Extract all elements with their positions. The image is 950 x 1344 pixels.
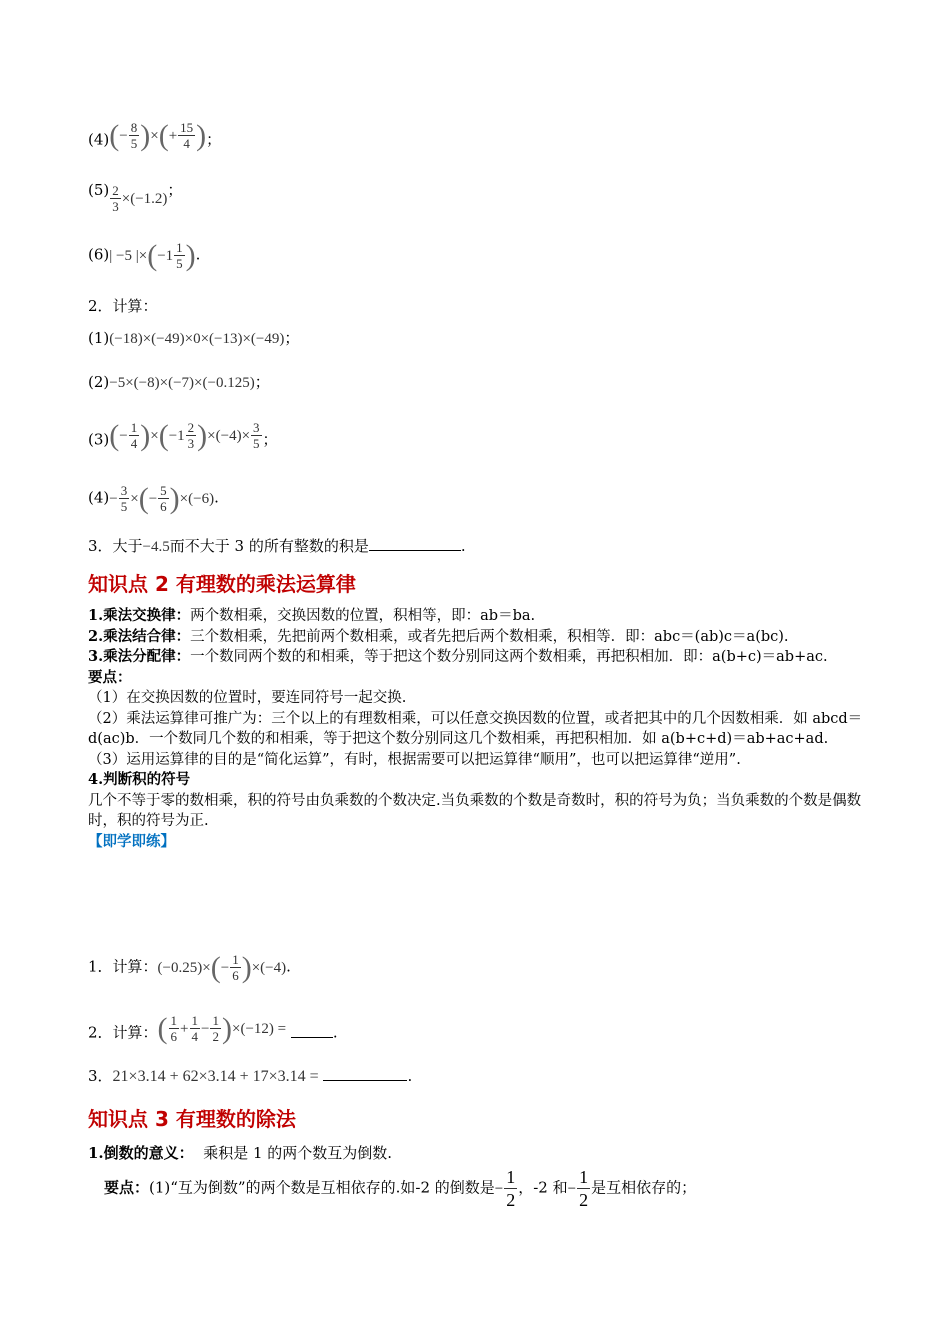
exercise-1-6: (6)| −5 |× ( −1 $\frac{1}{5}$ ) . xyxy=(88,238,201,272)
section-title-3: 知识点 3 有理数的除法 xyxy=(88,1107,296,1131)
question-3: 3．大于−4.5而不大于 3 的所有整数的积是 . xyxy=(88,537,466,555)
math-expression: $\frac{2}{3}$ ×(−1.2) xyxy=(112,183,168,214)
key-point-3: （3）运用运算律的目的是“简化运算”，有时，根据需要可以把运算律“顺用”，也可以把运算律“逆用”. xyxy=(88,751,741,768)
math-expression: | −5 |× ( −1 $\frac{1}{5}$ ) xyxy=(109,238,196,272)
math-expression: ( − $\frac{1}{4}$ ) × ( −1 $\frac{2}{3}$ ) ×(−4)× $\frac{3}{5}$ xyxy=(109,418,260,452)
key-point-2: （2）乘法运算律可推广为：三个以上的有理数相乘，可以任意交换因数的位置，或者把其中的几个因数相乘．如 abcd＝d(ac)b．一个数同几个数的和相乘，等于把这个数分别同这几个数相乘，再把积相加．如 a(b+c+d)＝ab+ac+ad. xyxy=(88,710,863,747)
practice-1: 1．计算：(−0.25)× ( − $\frac{1}{6}$ ) ×(−4). xyxy=(88,950,291,984)
key-points-label: 要点： xyxy=(88,668,132,686)
exercise-2-4: (4)− $\frac{3}{5}$ × ( − $\frac{5}{6}$ ) ×(−6). xyxy=(88,481,219,515)
math-expression: (−0.25)× ( − $\frac{1}{6}$ ) ×(−4) xyxy=(157,950,287,984)
exercise-1-4: (4) ( − $\frac{8}{5}$ ) × ( + $\frac{15}{4}$ ) ； xyxy=(88,118,222,152)
section-title-2: 知识点 2 有理数的乘法运算律 xyxy=(88,572,356,596)
answer-blank[interactable] xyxy=(369,550,461,551)
reciprocal-key-point: 要点：(1)“互为倒数”的两个数是互相依存的.如-2 的倒数是− $\frac{1}{2}$ ，-2 和− $\frac{1}{2}$ 是互相依存的； xyxy=(104,1167,697,1210)
exercise-1-5: (5) $\frac{2}{3}$ ×(−1.2)； xyxy=(88,181,183,214)
math-expression: −5×(−8)×(−7)×(−0.125) xyxy=(109,375,255,391)
practice-3: 3．21×3.14 + 62×3.14 + 17×3.14 = . xyxy=(88,1067,413,1085)
law-sign-title: 4.判断积的符号 xyxy=(88,771,191,788)
math-fraction: − $\frac{1}{2}$ xyxy=(567,1167,589,1210)
math-fraction: − $\frac{1}{2}$ xyxy=(494,1167,516,1210)
math-expression: 21×3.14 + 62×3.14 + 17×3.14 = xyxy=(112,1068,319,1085)
exercise-2-1: (1)(−18)×(−49)×0×(−13)×(−49)； xyxy=(88,329,300,347)
math-expression: (−18)×(−49)×0×(−13)×(−49) xyxy=(109,331,285,347)
law-commutative: 1.乘法交换律：两个数相乘，交换因数的位置，积相等，即：ab＝ba. xyxy=(88,607,536,624)
math-expression: − $\frac{3}{5}$ × ( − $\frac{5}{6}$ ) ×(−6) xyxy=(109,481,215,515)
exercise-2-3: (3) ( − $\frac{1}{4}$ ) × ( −1 $\frac{2}{3}$ ) ×(−4)× $\frac{3}{5}$ ； xyxy=(88,418,278,452)
practice-2: 2．计算： ( $\frac{1}{6}$ + $\frac{1}{4}$ − $\frac{1}{2}$ ) ×(−12) = . xyxy=(88,1011,338,1045)
exercise-2-2: (2)−5×(−8)×(−7)×(−0.125)； xyxy=(88,373,270,391)
question-2-title: 2．计算： xyxy=(88,297,158,315)
reciprocal-definition: 1.倒数的意义： 乘积是 1 的两个数互为倒数. xyxy=(88,1144,393,1162)
math-expression: ( $\frac{1}{6}$ + $\frac{1}{4}$ − $\frac{1}{2}$ ) ×(−12) = xyxy=(157,1011,287,1045)
practice-label: 【即学即练】 xyxy=(88,832,175,850)
answer-blank[interactable] xyxy=(323,1080,407,1081)
multiplication-laws xyxy=(88,606,864,852)
math-expression: ( − $\frac{8}{5}$ ) × ( + $\frac{15}{4}$ ) xyxy=(109,118,207,152)
law-distributive: 3.乘法分配律：一个数同两个数的和相乘，等于把这个数分别同这两个数相乘，再把积相加．即：a(b+c)＝ab+ac. xyxy=(88,648,828,665)
law-sign-text: 几个不等于零的数相乘，积的符号由负乘数的个数决定.当负乘数的个数是奇数时，积的符号为负；当负乘数的个数是偶数时，积的符号为正. xyxy=(88,792,862,829)
key-point-1: （1）在交换因数的位置时，要连同符号一起交换. xyxy=(88,690,407,706)
law-associative: 2.乘法结合律：三个数相乘，先把前两个数相乘，或者先把后两个数相乘，积相等．即：abc＝(ab)c＝a(bc). xyxy=(88,627,789,645)
answer-blank[interactable] xyxy=(291,1037,333,1038)
